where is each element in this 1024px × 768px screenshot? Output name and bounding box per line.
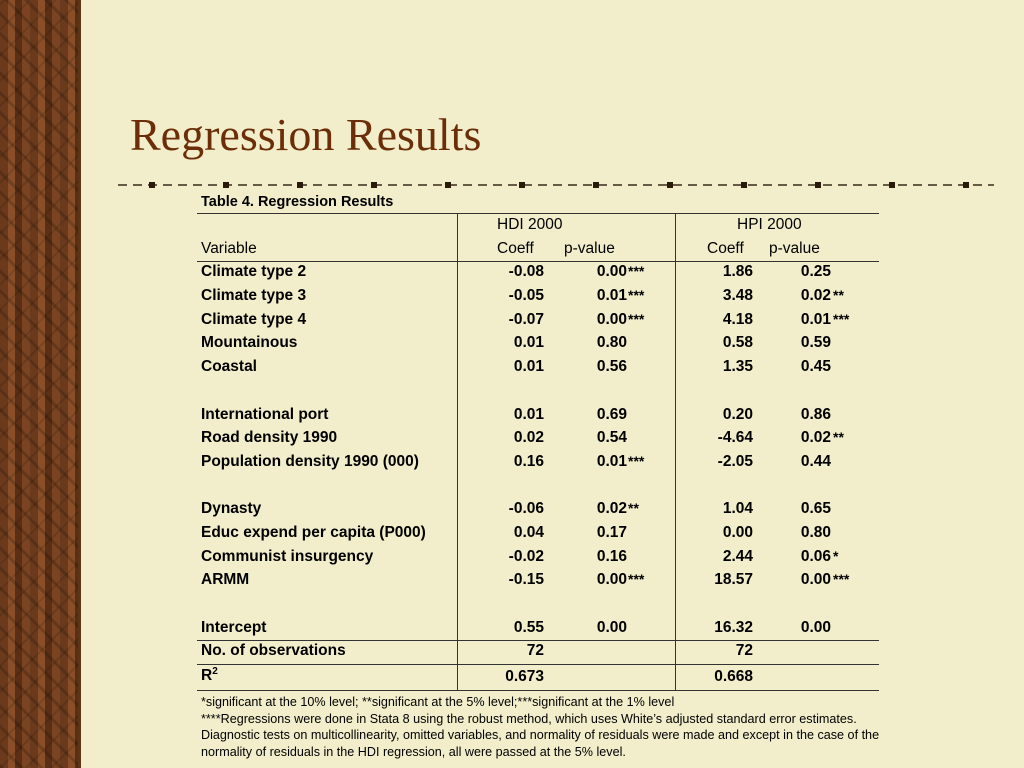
table-row <box>197 497 879 521</box>
table-body <box>197 260 879 639</box>
r2-rule <box>197 664 879 665</box>
slide-title: Regression Results <box>130 109 482 160</box>
table-bottom-rule <box>197 690 879 691</box>
row-hdi-pvalue: 0.54 <box>596 429 627 447</box>
row-hpi-pvalue: 0.65 <box>800 500 831 518</box>
row-hdi-pvalue: 0.00 <box>596 310 627 328</box>
table-row <box>197 521 879 545</box>
row-variable: Road density 1990 <box>201 429 338 447</box>
row-hpi-pvalue: 0.00 <box>800 618 831 636</box>
method-note: ****Regressions were done in Stata 8 using the robust method, which uses White’s adjusted standard error estimates. Diagnostic tests on multicollinearity, omitted variables, and normality of residuals were made and except in the case of the normality of residuals in the HDI regression, all were passed at the 5% level. <box>201 711 880 759</box>
row-variable: International port <box>201 405 329 423</box>
row-hdi-coeff: 0.02 <box>513 429 544 447</box>
row-hdi-pvalue: 0.80 <box>596 334 627 352</box>
table-row <box>197 426 879 450</box>
header-hpi-coeff: Coeff <box>707 239 744 257</box>
decorative-sidebar <box>0 0 78 768</box>
row-hpi-coeff: -2.05 <box>717 452 753 470</box>
row-hpi-coeff: 0.00 <box>722 523 753 541</box>
row-variable: Intercept <box>201 618 267 636</box>
table-row <box>197 331 879 355</box>
r2-label <box>201 666 218 685</box>
row-hpi-coeff: 0.20 <box>722 405 753 423</box>
divider-diamond <box>667 182 673 188</box>
divider-diamond <box>889 182 895 188</box>
divider-diamond <box>149 182 155 188</box>
row-hdi-coeff: 0.01 <box>513 334 544 352</box>
row-hpi-pvalue: 0.01 <box>800 310 831 328</box>
row-hdi-pvalue: 0.69 <box>596 405 627 423</box>
row-variable: Population density 1990 (000) <box>201 452 419 470</box>
table-group-header <box>197 213 879 237</box>
row-variable: Coastal <box>201 358 257 376</box>
row-variable: Educ expend per capita (P000) <box>201 523 426 541</box>
row-variable: Communist insurgency <box>201 547 374 565</box>
r2-hpi: 0.668 <box>714 668 753 686</box>
table-caption: Table 4. Regression Results <box>201 194 394 210</box>
row-hpi-stars: * <box>833 547 839 564</box>
row-hpi-coeff: 3.48 <box>722 287 753 305</box>
divider-diamond <box>963 182 969 188</box>
row-hdi-coeff: -0.06 <box>508 500 544 518</box>
observations-hpi: 72 <box>735 642 753 660</box>
table-row <box>197 545 879 569</box>
row-hpi-stars: *** <box>833 571 850 588</box>
row-hpi-stars: ** <box>833 429 844 446</box>
table-notes <box>201 694 891 760</box>
row-hpi-coeff: 1.35 <box>722 358 753 376</box>
row-hdi-pvalue: 0.16 <box>596 547 627 565</box>
row-hpi-stars: ** <box>833 287 844 304</box>
table-row <box>197 284 879 308</box>
observations-row <box>197 639 879 663</box>
table-row <box>197 260 879 284</box>
row-hdi-pvalue: 0.56 <box>596 358 627 376</box>
divider-diamond <box>815 182 821 188</box>
row-hdi-stars: *** <box>628 287 645 304</box>
group-hpi: HPI 2000 <box>737 216 802 233</box>
table-row <box>197 616 879 640</box>
divider-diamond <box>593 182 599 188</box>
row-hpi-pvalue: 0.02 <box>800 287 831 305</box>
row-hpi-pvalue: 0.02 <box>800 429 831 447</box>
divider-diamond <box>445 182 451 188</box>
r2-row <box>197 663 879 689</box>
row-hdi-coeff: -0.07 <box>508 310 544 328</box>
divider-diamond <box>741 182 747 188</box>
sidebar-edge <box>78 0 81 768</box>
row-hdi-coeff: 0.16 <box>513 452 544 470</box>
header-hpi-pvalue: p-value <box>769 239 820 257</box>
row-hdi-coeff: -0.08 <box>508 263 544 281</box>
table-row <box>197 355 879 379</box>
row-hpi-coeff: 4.18 <box>722 310 753 328</box>
row-variable: Climate type 3 <box>201 287 307 305</box>
row-hdi-pvalue: 0.02 <box>596 500 627 518</box>
observations-hdi: 72 <box>526 642 544 660</box>
dashed-divider <box>118 177 994 193</box>
column-divider-hpi <box>675 213 676 690</box>
row-hpi-coeff: 2.44 <box>722 547 753 565</box>
header-hdi-coeff: Coeff <box>497 239 534 257</box>
row-hpi-coeff: 16.32 <box>714 618 753 636</box>
table-spacer-row <box>197 379 879 403</box>
row-hdi-coeff: -0.05 <box>508 287 544 305</box>
row-hdi-coeff: -0.15 <box>508 571 544 589</box>
row-hpi-pvalue: 0.06 <box>800 547 831 565</box>
row-hpi-stars: *** <box>833 310 850 327</box>
row-hdi-pvalue: 0.00 <box>596 263 627 281</box>
row-hpi-pvalue: 0.59 <box>800 334 831 352</box>
regression-table <box>197 213 879 689</box>
group-hdi: HDI 2000 <box>497 216 563 233</box>
row-hdi-coeff: 0.01 <box>513 358 544 376</box>
row-hdi-stars: *** <box>628 571 645 588</box>
row-hdi-coeff: 0.04 <box>513 523 544 541</box>
significance-note: *significant at the 10% level; **significant at the 5% level;***significant at the 1% level <box>201 695 675 709</box>
header-hdi-pvalue: p-value <box>564 239 615 257</box>
row-hpi-pvalue: 0.00 <box>800 571 831 589</box>
row-variable: Mountainous <box>201 334 298 352</box>
table-spacer-row <box>197 474 879 498</box>
row-variable: ARMM <box>201 571 250 589</box>
row-hdi-stars: *** <box>628 263 645 280</box>
observations-label: No. of observations <box>201 642 346 660</box>
row-hdi-pvalue: 0.17 <box>596 523 627 541</box>
r2-superscript: 2 <box>212 666 218 678</box>
row-variable: Dynasty <box>201 500 262 518</box>
row-hpi-pvalue: 0.25 <box>800 263 831 281</box>
table-spacer-row <box>197 592 879 616</box>
table-row <box>197 568 879 592</box>
row-hdi-pvalue: 0.00 <box>596 618 627 636</box>
table-row <box>197 450 879 474</box>
table-row <box>197 403 879 427</box>
row-hpi-coeff: -4.64 <box>717 429 753 447</box>
row-hpi-pvalue: 0.44 <box>800 452 831 470</box>
r2-hdi: 0.673 <box>505 668 544 686</box>
row-hdi-pvalue: 0.00 <box>596 571 627 589</box>
divider-diamond <box>223 182 229 188</box>
row-hpi-coeff: 0.58 <box>722 334 753 352</box>
row-hdi-coeff: 0.01 <box>513 405 544 423</box>
row-hpi-coeff: 18.57 <box>714 571 753 589</box>
row-hdi-stars: ** <box>628 500 639 517</box>
divider-diamond <box>297 182 303 188</box>
row-hpi-pvalue: 0.80 <box>800 523 831 541</box>
table-row <box>197 308 879 332</box>
row-hdi-coeff: -0.02 <box>508 547 544 565</box>
row-hpi-coeff: 1.86 <box>722 263 753 281</box>
row-hdi-coeff: 0.55 <box>513 618 544 636</box>
observations-rule <box>197 640 879 641</box>
header-variable: Variable <box>201 239 257 257</box>
divider-diamond <box>371 182 377 188</box>
table-column-header <box>197 237 879 261</box>
row-hdi-pvalue: 0.01 <box>596 287 627 305</box>
row-hdi-stars: *** <box>628 310 645 327</box>
r2-text: R <box>201 667 213 685</box>
row-hpi-coeff: 1.04 <box>722 500 753 518</box>
divider-diamond <box>519 182 525 188</box>
column-divider-hdi <box>457 213 458 690</box>
row-hpi-pvalue: 0.86 <box>800 405 831 423</box>
row-hdi-stars: *** <box>628 452 645 469</box>
row-variable: Climate type 2 <box>201 263 307 281</box>
row-variable: Climate type 4 <box>201 310 307 328</box>
row-hpi-pvalue: 0.45 <box>800 358 831 376</box>
row-hdi-pvalue: 0.01 <box>596 452 627 470</box>
